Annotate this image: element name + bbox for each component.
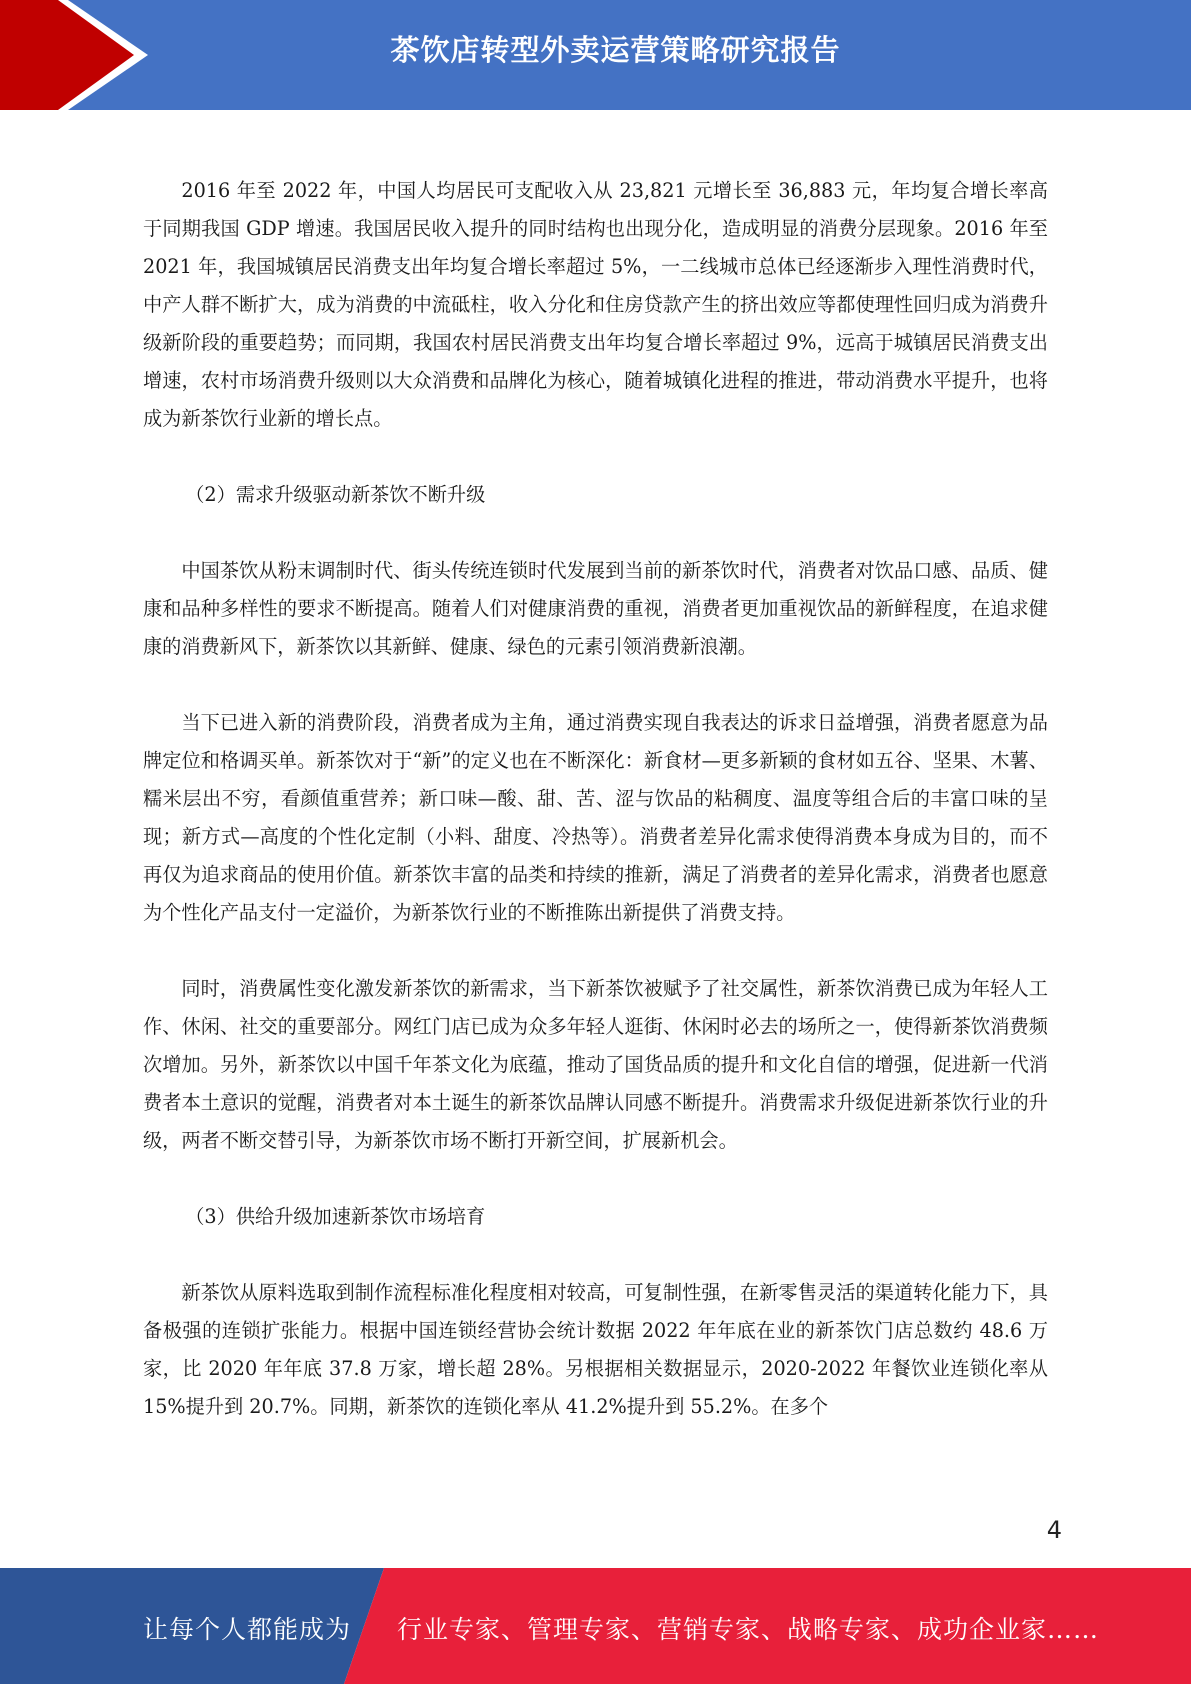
footer-slogan-right: 行业专家、管理专家、营销专家、战略专家、成功企业家…… xyxy=(397,1615,1100,1644)
header-bar xyxy=(0,0,1191,110)
body-content xyxy=(143,172,1048,1464)
section-heading-supply: （3）供给升级加速新茶饮市场培育 xyxy=(185,1205,486,1228)
section-heading-demand: （2）需求升级驱动新茶饮不断升级 xyxy=(185,483,486,506)
page-number: 4 xyxy=(1046,1516,1062,1544)
paragraph-chain-expansion: 新茶饮从原料选取到制作流程标准化程度相对较高，可复制性强，在新零售灵活的渠道转化能力下，具备极强的连锁扩张能力。根据中国连锁经营协会统计数据 2022 年年底在业的新茶饮门店总数约 48.6 万家，比 2020 年年底 37.8 万家，增长超 28%。另根据相关数据显示，2020-2022 年餐饮业连锁化率从 15%提升到 20.7%。同期，新茶饮的连锁化率从 41.2%提升到 55.2%。在多个 xyxy=(143,1281,1048,1418)
report-title: 茶饮店转型外卖运营策略研究报告 xyxy=(390,33,841,67)
paragraph-new-definition: 当下已进入新的消费阶段，消费者成为主角，通过消费实现自我表达的诉求日益增强，消费者愿意为品牌定位和格调买单。新茶饮对于“新”的定义也在不断深化：新食材—更多新颖的食材如五谷、坚果、木薯、糯米层出不穷，看颜值重营养；新口味—酸、甜、苦、涩与饮品的粘稠度、温度等组合后的丰富口味的呈现；新方式—高度的个性化定制（小料、甜度、冷热等）。消费者差异化需求使得消费本身成为目的，而不再仅为追求商品的使用价值。新茶饮丰富的品类和持续的推新，满足了消费者的差异化需求，消费者也愿意为个性化产品支付一定溢价，为新茶饮行业的不断推陈出新提供了消费支持。 xyxy=(143,711,1048,924)
footer-slogan-left: 让每个人都能成为 xyxy=(143,1615,352,1644)
paragraph-social-attribute: 同时，消费属性变化激发新茶饮的新需求，当下新茶饮被赋予了社交属性，新茶饮消费已成为年轻人工作、休闲、社交的重要部分。网红门店已成为众多年轻人逛街、休闲时必去的场所之一，使得新茶饮消费频次增加。另外，新茶饮以中国千年茶文化为底蕴，推动了国货品质的提升和文化自信的增强，促进新一代消费者本土意识的觉醒，消费者对本土诞生的新茶饮品牌认同感不断提升。消费需求升级促进新茶饮行业的升级，两者不断交替引导，为新茶饮市场不断打开新空间，扩展新机会。 xyxy=(143,977,1048,1152)
paragraph-tea-eras: 中国茶饮从粉末调制时代、街头传统连锁时代发展到当前的新茶饮时代，消费者对饮品口感、品质、健康和品种多样性的要求不断提高。随着人们对健康消费的重视，消费者更加重视饮品的新鲜程度，在追求健康的消费新风下，新茶饮以其新鲜、健康、绿色的元素引领消费新浪潮。 xyxy=(143,559,1048,658)
paragraph-income: 2016 年至 2022 年，中国人均居民可支配收入从 23,821 元增长至 36,883 元，年均复合增长率高于同期我国 GDP 增速。我国居民收入提升的同时结构也出现分化，造成明显的消费分层现象。2016 年至 2021 年，我国城镇居民消费支出年均复合增长率超过 5%，一二线城市总体已经逐渐步入理性消费时代，中产人群不断扩大，成为消费的中流砥柱，收入分化和住房贷款产生的挤出效应等都使理性回归成为消费升级新阶段的重要趋势；而同期，我国农村居民消费支出年均复合增长率超过 9%，远高于城镇居民消费支出增速，农村市场消费升级则以大众消费和品牌化为核心，随着城镇化进程的推进，带动消费水平提升，也将成为新茶饮行业新的增长点。 xyxy=(143,179,1048,430)
